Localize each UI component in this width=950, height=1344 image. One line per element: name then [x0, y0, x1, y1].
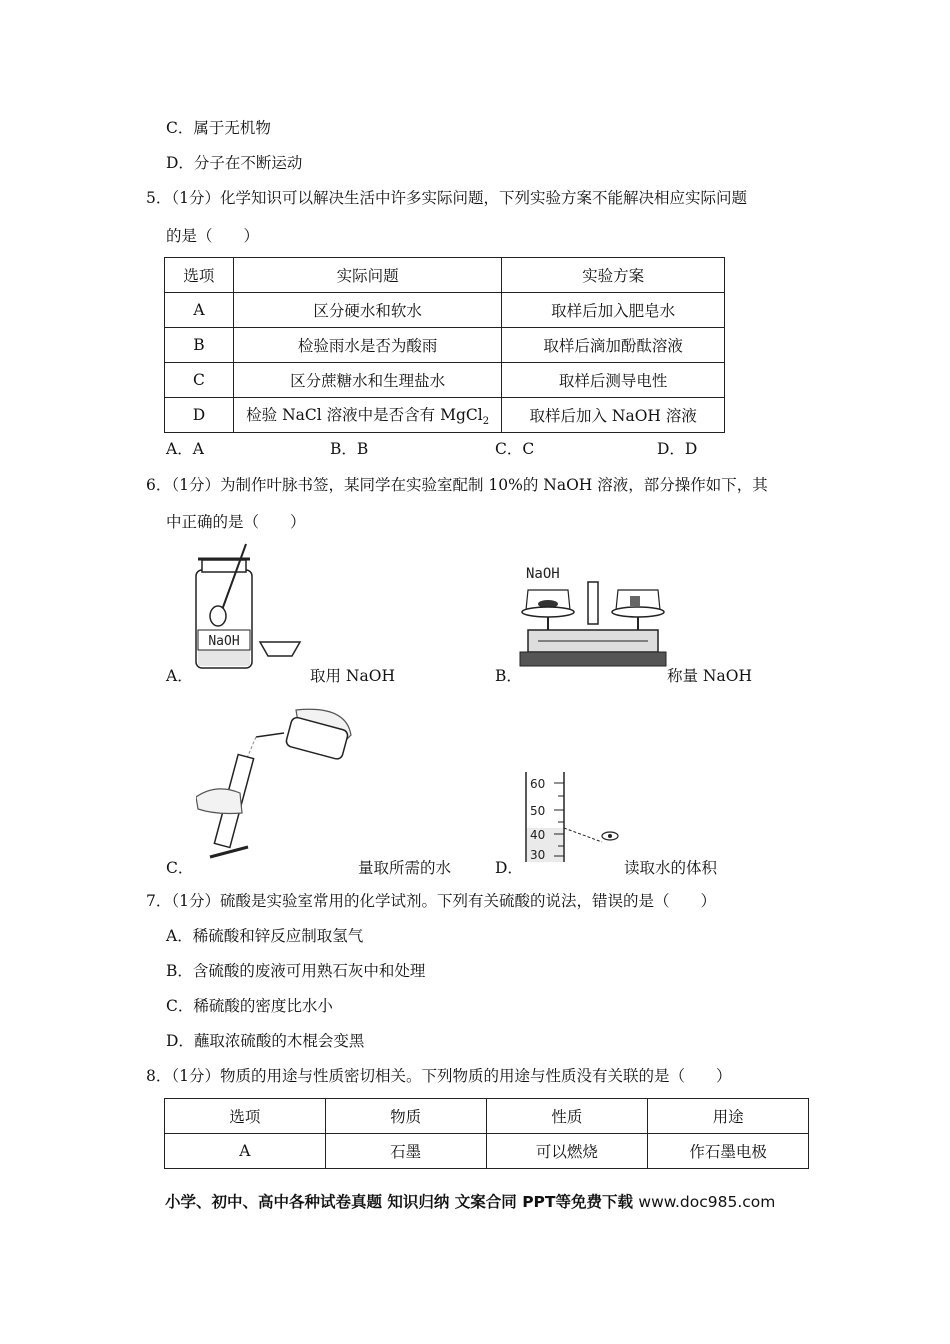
eye-pupil	[608, 834, 612, 838]
scale-label-40: 40	[530, 828, 546, 842]
q8-table	[164, 1098, 809, 1169]
q5-table	[164, 257, 725, 433]
table-cell: 取样后加入 NaOH 溶液	[502, 398, 725, 433]
q4-option-c: C．属于无机物	[166, 119, 271, 137]
fig-c-letter: C．	[166, 859, 194, 877]
q6-stem-line1: 6．（1分）为制作叶脉书签，某同学在实验室配制 10%的 NaOH 溶液，部分操作如下，其	[146, 476, 768, 494]
reading-figure	[524, 770, 624, 865]
table-cell	[233, 398, 502, 433]
subscript: 2	[482, 416, 490, 428]
q7-option-b: B．含硫酸的废液可用熟石灰中和处理	[166, 962, 426, 980]
table-row	[165, 1134, 809, 1169]
table-cell: 区分硬水和软水	[233, 293, 502, 328]
table-row	[165, 398, 725, 433]
balance-figure	[518, 560, 668, 675]
table-cell: 取样后测导电性	[502, 363, 725, 398]
fig-b-caption: 称量 NaOH	[667, 667, 752, 685]
q5-answer-c: C．C	[495, 440, 535, 458]
footer-link[interactable]: www.doc985.com	[638, 1193, 776, 1211]
evaporating-dish	[260, 642, 300, 656]
header-cell: 实验方案	[502, 258, 725, 293]
q5-answer-d: D．D	[657, 440, 698, 458]
table-header-row	[165, 1099, 809, 1134]
q5-answer-b: B．B	[330, 440, 369, 458]
fig-d-caption: 读取水的体积	[624, 859, 718, 877]
bottle-mouth	[256, 733, 284, 737]
weight	[630, 596, 640, 606]
fig-a-caption: 取用 NaOH	[310, 667, 395, 685]
table-row	[165, 363, 725, 398]
header-cell: 性质	[486, 1099, 648, 1134]
table-header-row	[165, 258, 725, 293]
q6-stem-line2: 中正确的是（ ）	[166, 513, 306, 531]
header-cell: 实际问题	[233, 258, 502, 293]
table-cell: 作石墨电极	[648, 1134, 809, 1169]
q5-stem-line1: 5．（1分）化学知识可以解决生活中许多实际问题，下列实验方案不能解决相应实际问题	[146, 189, 747, 207]
right-pan	[612, 607, 664, 617]
table-cell: A	[165, 1134, 326, 1169]
pouring-figure	[196, 705, 356, 865]
balance-label: NaOH	[526, 566, 560, 582]
footer-text: 小学、初中、高中各种试卷真题 知识归纳 文案合同 PPT等免费下载	[165, 1193, 633, 1211]
spoon-head	[210, 606, 226, 626]
balance-pillar	[588, 582, 598, 624]
table-row	[165, 293, 725, 328]
q7-stem: 7．（1分）硫酸是实验室常用的化学试剂。下列有关硫酸的说法，错误的是（ ）	[146, 892, 716, 910]
header-cell: 选项	[165, 258, 234, 293]
q4-option-d: D．分子在不断运动	[166, 154, 303, 172]
left-hand	[196, 789, 242, 814]
table-cell: D	[165, 398, 234, 433]
fig-b-letter: B．	[495, 667, 522, 685]
q5-answer-a: A．A	[166, 440, 204, 458]
fig-d-letter: D．	[495, 859, 523, 877]
sight-line	[564, 828, 602, 842]
q8-stem: 8．（1分）物质的用途与性质密切相关。下列物质的用途与性质没有关联的是（ ）	[146, 1067, 732, 1085]
table-cell: 可以燃烧	[486, 1134, 648, 1169]
fig-c-caption: 量取所需的水	[358, 859, 452, 877]
q5-stem-line2: 的是（ ）	[166, 227, 260, 245]
header-cell: 选项	[165, 1099, 326, 1134]
q7-option-a: A．稀硫酸和锌反应制取氢气	[166, 927, 364, 945]
scale-label-50: 50	[530, 804, 546, 818]
q7-option-c: C．稀硫酸的密度比水小	[166, 997, 333, 1015]
scale-label-60: 60	[530, 777, 546, 791]
scale-label-30: 30	[530, 848, 546, 862]
table-cell: 取样后加入肥皂水	[502, 293, 725, 328]
left-pan	[522, 607, 574, 617]
table-cell: C	[165, 363, 234, 398]
cylinder-base	[210, 847, 248, 857]
reagent-bottle-figure	[188, 542, 308, 672]
q7-option-d: D．蘸取浓硫酸的木棍会变黑	[166, 1032, 365, 1050]
header-cell: 用途	[648, 1099, 809, 1134]
header-cell: 物质	[325, 1099, 486, 1134]
bottle-label: NaOH	[208, 634, 240, 649]
fig-a-letter: A．	[166, 667, 193, 685]
footer-banner	[165, 1190, 775, 1212]
table-cell: 区分蔗糖水和生理盐水	[233, 363, 502, 398]
balance-base	[520, 652, 666, 666]
table-cell: 取样后滴加酚酞溶液	[502, 328, 725, 363]
table-cell: 检验雨水是否为酸雨	[233, 328, 502, 363]
cell-text: 检验 NaCl 溶液中是否含有 MgCl	[246, 405, 483, 424]
table-cell: A	[165, 293, 234, 328]
table-cell: 石墨	[325, 1134, 486, 1169]
table-cell: B	[165, 328, 234, 363]
table-row	[165, 328, 725, 363]
